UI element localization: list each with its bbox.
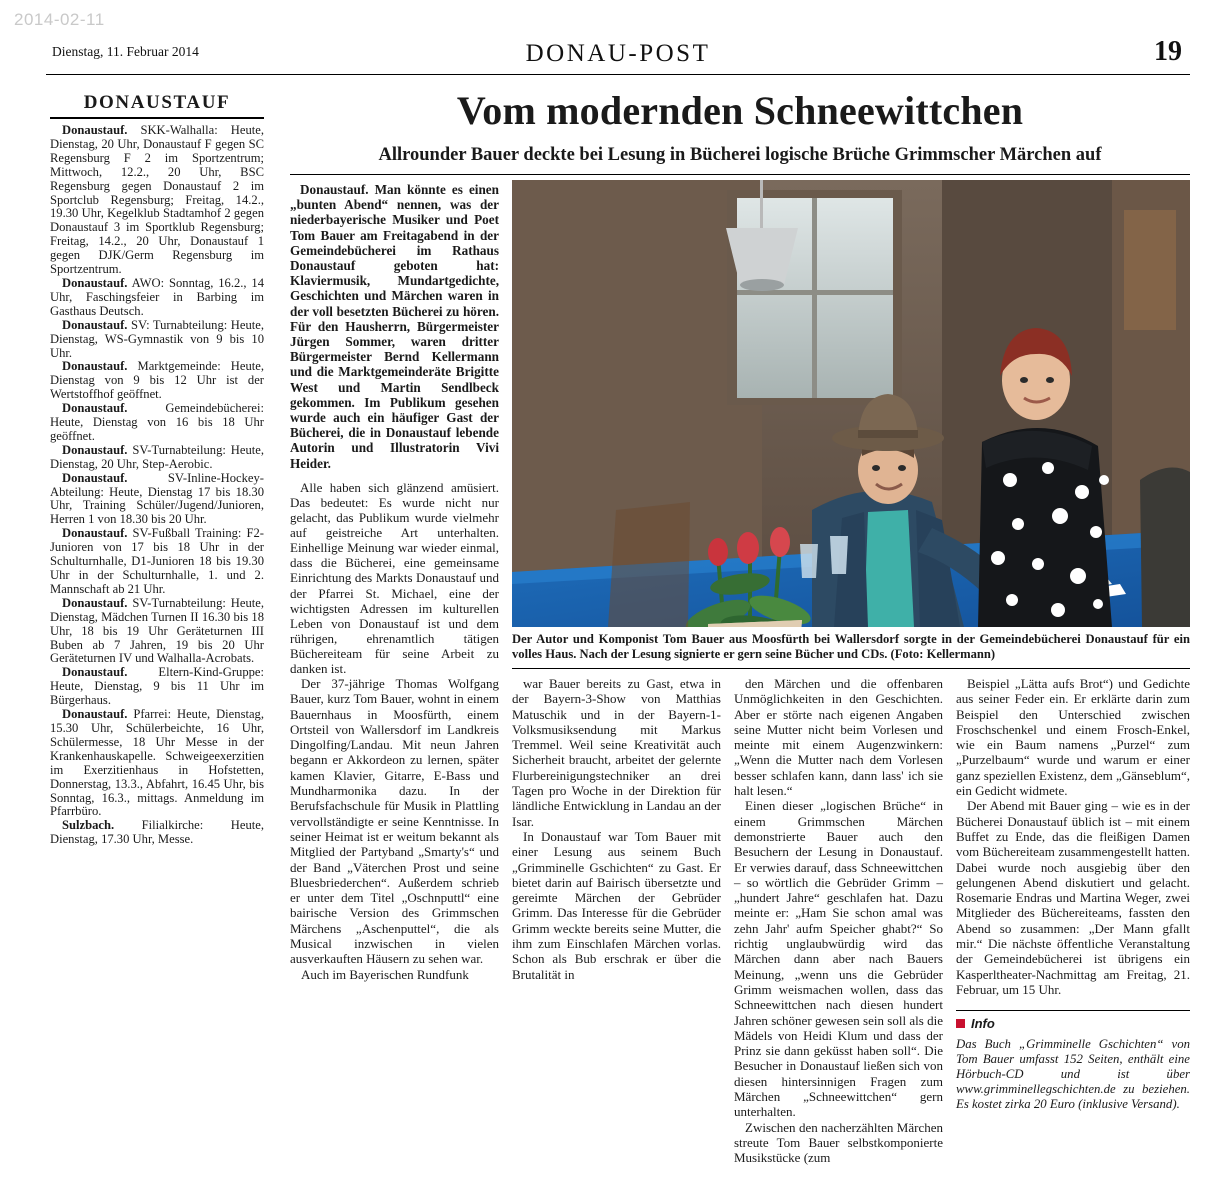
event-entry: Donaustauf. SV-Turnabteilung: Heute, Dienstag, Mädchen Turnen II 16.30 bis 18 Uhr, 18 bis 19 Uhr Geräteturnen III Buben ab 7 Jahren, 19 bis 20 Uhr Geräteturnen IV und Walhalla-Acrobats. — [50, 595, 264, 666]
article-paragraph: Einen dieser „logischen Brüche“ in einem Grimmschen Märchen demonstrierte Bauer auch den Besuchern der Lesung in Donaustauf. Er verwies darauf, dass Schneewittchen – so wörtlich die Gebrüder Grimm – „hundert Jahre“ geschlafen hat. Dazu meinte er: „Ham Sie schon amal was zehn Jahr' aufm Speicher ghabt?“ So richtig unglaubwürdig wird das Märchen dann aber nach Bauers Meinung, „wenn uns die Gebrüder Grimm weismachen wollen, dass das Schneewittchen nach diesen hundert Jahren schöner gewesen sein soll als die Mädels von Heidi Klum und dass der Prinz sie dann geküsst haben soll“. Die Besucher in Donaustauf ließen sich von diesen hintersinnigen Fragen zum Märchen „Schneewittchen“ gern unterhalten. — [734, 798, 943, 1120]
article-paragraph: den Märchen und die offenbaren Unmöglichkeiten in den Geschichten. Aber er störte nach eigenen Angaben seine Mutter nicht beim Vorlesen und meinte mit einem Augenzwinkern: „Wenn die Mutter nach dem Vorlesen besser schlafen kann, dann lass' ich sie halt lesen.“ — [734, 676, 943, 799]
article-paragraph: Beispiel „Lätta aufs Brot“) und Gedichte aus seiner Feder ein. Er erklärte darin zum Beispiel den Unterschied zwischen Froschschenkel und einem Frosch-Enkel, wie ein Baum namens „Purzel“ zum „Purzelbaum“ wurde und warum er einer ganz speziellen Existenz, dem „Gänseblum“, ein Gedicht widmete. — [956, 676, 1190, 799]
article-paragraph: Auch im Bayerischen Rundfunk — [301, 966, 469, 982]
info-box-header — [956, 1016, 1190, 1031]
article-body-column-5 — [956, 676, 1190, 1113]
events-list — [50, 124, 264, 847]
photo-caption — [512, 632, 1190, 669]
event-entry: Donaustauf. SV-Fußball Training: F2-Junioren von 17 bis 18 Uhr in der Schulturnhalle, D1-Junioren 18 bis 19.30 Uhr in der Schulturnhalle, 1. und 2. Mannschaft ab 21 Uhr. — [50, 526, 264, 596]
article-paragraph: war Bauer bereits zu Gast, etwa in der Bayern-3-Show von Matthias Matuschik und in der Bayern-1-Volksmusiksendung mit Markus Tremmel. Weil seine Kreativität auch Sicherheit braucht, arbeitet der gelernte Flurbereinigungstechniker an drei Tagen pro Woche in der Direktion für ländliche Entwicklung in Landau an der Isar. — [512, 676, 721, 829]
event-entry: Donaustauf. Eltern-Kind-Gruppe: Heute, Dienstag, 9 bis 11 Uhr im Bürgerhaus. — [50, 665, 264, 708]
event-entry: Donaustauf. SV: Turnabteilung: Heute, Dienstag, WS-Gymnastik von 9 bis 10 Uhr. — [50, 317, 264, 360]
info-box-text: Das Buch „Grimminelle Gschichten“ von Tom Bauer umfasst 152 Seiten, enthält eine Hörbuch-CD und ist über www.grimminellegschichten.de zu beziehen. Es kostet zirka 20 Euro (inklusive Versand). — [956, 1036, 1190, 1112]
masthead-paper-name: DONAU-POST — [525, 40, 711, 67]
article-headline: Vom modernden Schneewittchen — [456, 88, 1024, 133]
article-paragraph: Der Abend mit Bauer ging – wie es in der Bücherei Donaustauf üblich ist – mit einem Buffet zu Ende, das die fleißigen Damen vom Büchereiteam zusammengestellt hatten. Dabei wurde noch ausgiebig über den gelungenen Abend diskutiert und gelacht. Rosemarie Endras und Martina Weger, zwei Mitglieder des Büchereiteams, fassten den Abend so zusammen: „Der Mann gfallt mir.“ Die nächste öffentliche Veranstaltung der Gemeindebücherei ist übrigens ein Kasperltheater-Nachmittag am Freitag, 21. Februar, um 15 Uhr. — [956, 798, 1190, 997]
masthead — [46, 36, 1190, 75]
event-entry: Donaustauf. SV-Inline-Hockey-Abteilung: Heute, Dienstag 17 bis 18.30 Uhr, Training Schüler/Jugend/Junioren, Herren 1 von 18.30 bis 20 Uhr. — [50, 470, 264, 527]
article-lead-column — [290, 182, 499, 676]
article-paragraph: Der 37-jährige Thomas Wolfgang Bauer, kurz Tom Bauer, wohnt in einem Bauernhaus in Moosfürth, einem Ortsteil von Wallersdorf im Landkreis Dingolfing/Landau. Mit neun Jahren begann er Akkordeon zu lernen, später kamen Klavier, Gitarre, E-Bass und Mundharmonika dazu. In der Berufsfachschule für Musik in Plattling vervollständigte er seine Kenntnisse. In seiner Heimat ist er weitum bekannt als Mitglied der Partyband „Smarty's“ und der Band „Väterchen Prost und seine Bluesbriederchen“. Außerdem schrieb er unter dem Titel „Oschnputtl“ eine bairische Version des Grimmschen Märchens „Aschenputtel“, die als Musical inzwischen in vielen ausverkauften Häusern zu sehen war. — [290, 676, 499, 967]
article-body-column-2 — [290, 676, 499, 982]
events-section-title: DONAUSTAUF — [50, 92, 264, 119]
event-entry: Donaustauf. Marktgemeinde: Heute, Dienstag von 9 bis 12 Uhr ist der Wertstoffhof geöffnet. — [50, 359, 264, 402]
article-lead-continuation: Alle haben sich glänzend amüsiert. Das bedeutet: Es wurde nicht nur gelacht, das Publikum wurde vielmehr auf geistreiche Art unterhalten. Einhellige Meinung war wieder einmal, dass die Bücherei, eine gemeinsame Einrichtung des Markts Donaustauf und der Pfarrei St. Michael, eine der wichtigsten Adressen im kulturellen Leben von Donaustauf ist und dem rührigen, ehrenamtlich tätigen Büchereiteam für seine Arbeit zu danken ist. — [290, 479, 499, 676]
info-marker-icon — [956, 1019, 965, 1028]
article-photo — [512, 180, 1190, 627]
photo-illustration — [512, 180, 1190, 627]
info-box-title: Info — [971, 1016, 995, 1032]
events-column — [50, 92, 264, 847]
article-paragraph: Zwischen den nacherzählten Märchen streute Tom Bauer selbstkomponierte Musikstücke (zum — [734, 1119, 943, 1166]
event-entry: Donaustauf. SV-Turnabteilung: Heute, Dienstag, 20 Uhr, Step-Aerobic. — [50, 442, 264, 471]
article-body-column-4 — [734, 676, 943, 1166]
article-paragraph: In Donaustauf war Tom Bauer mit einer Lesung aus seinem Buch „Grimminelle Gschichten“ zu Gast. Er bietet darin auf Bairisch übersetzte und gereimte Märchen der Gebrüder Grimm. Das Interesse für die Gebrüder Grimm weckte bereits seine Mutter, die ihm zum Einschlafen Märchen vorlas. Schon als Bub erschrak er über die Brutalität in — [512, 828, 721, 982]
photo-credit: (Foto: Kellermann) — [890, 646, 996, 661]
article-body-column-3 — [512, 676, 721, 982]
article-lead-paragraph: Donaustauf. Man könnte es einen „bunten Abend“ nennen, was der niederbayerische Musiker und Poet Tom Bauer am Freitagabend in der Gemeindebücherei im Rathaus Donaustauf geboten hat: Klaviermusik, Mundartgedichte, Geschichten und Märchen waren in der voll besetzten Bücherei zu hören. Für den Hausherrn, Bürgermeister Jürgen Sommer, waren dritter Bürgermeister Bernd Kellermann und die Marktgemeinderäte Brigitte West und Martin Sendlbeck gekommen. Im Publikum gesehen wurde auch ein häufiger Gast der Bücherei, die in Donaustauf lebende Autorin und Illustratorin Vivi Heider. — [290, 182, 499, 471]
event-entry: Sulzbach. Filialkirche: Heute, Dienstag, 17.30 Uhr, Messe. — [50, 818, 264, 847]
photo-caption-text: Der Autor und Komponist Tom Bauer aus Moosfürth bei Wallersdorf sorgte in der Gemeindebücherei Donaustauf für ein volles Haus. Nach der Lesung signierte er gern seine Bücher und CDs. — [512, 632, 1190, 661]
article-header — [290, 88, 1190, 175]
event-entry: Donaustauf. Gemeindebücherei: Heute, Dienstag von 16 bis 18 Uhr geöffnet. — [50, 401, 264, 443]
article-subheadline: Allrounder Bauer deckte bei Lesung in Bücherei logische Brüche Grimmscher Märchen auf — [290, 144, 1190, 175]
event-entry: Donaustauf. AWO: Sonntag, 16.2., 14 Uhr, Faschingsfeier in Barbing im Gasthaus Deutsch. — [50, 275, 264, 318]
date-watermark: 2014-02-11 — [14, 10, 105, 29]
masthead-date: Dienstag, 11. Februar 2014 — [52, 44, 199, 59]
event-entry: Donaustauf. SKK-Walhalla: Heute, Dienstag, 20 Uhr, Donaustauf F gegen SC Regensburg F 2 im Sportzentrum; Mittwoch, 12.2., 20 Uhr, BSC Regensburg gegen Donaustauf 2 im Sportclub Regensburg; Freitag, 14.2., 19.30 Uhr, Kegelklub Stadtamhof 2 gegen Donaustauf 3 im Sportklub Regensburg; Freitag, 14.2., 20 Uhr, Donaustauf 1 gegen DJK/Germ Regensburg im Sportzentrum. — [50, 123, 264, 277]
event-entry: Donaustauf. Pfarrei: Heute, Dienstag, 15.30 Uhr, Schülerbeichte, 16 Uhr, Schülermesse, 18 Uhr Messe in der Krankenhauskapelle. Schweigeexerzitien im Exerzitienhaus in Hofstetten, Donnerstag, 13.3., Abfahrt, 16.45 Uhr, bis Sonntag, 16.3., mittags. Anmeldung im Pfarrbüro. — [50, 707, 264, 819]
info-box — [956, 1010, 1190, 1112]
page-number: 19 — [1154, 36, 1182, 67]
